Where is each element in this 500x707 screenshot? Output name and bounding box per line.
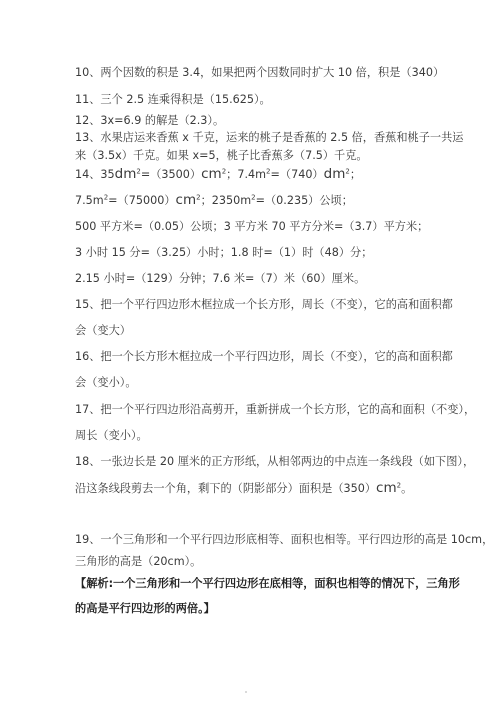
- question-17-line-1: 17、把一个平行四边形沿高剪开，重新拼成一个长方形，它的高和面积（不变），: [75, 403, 476, 416]
- question-19-line-1: 19、一个三角形和一个平行四边形底相等、面积也相等。平行四边形的高是 10cm，: [75, 533, 494, 546]
- question-16-line-2: 会（变小）。: [75, 376, 137, 389]
- question-17-line-2: 周长（变小）。: [75, 429, 148, 442]
- question-14-line-5: 2.15 小时=（129）分钟；7.6 米=（7）米（60）厘米。: [75, 272, 366, 285]
- question-18-line-1: 18、一张边长是 20 厘米的正方形纸，从相邻两边的中点连一条线段（如下图），: [75, 455, 475, 468]
- question-10: 10、两个因数的积是 3.4，如果把两个因数同时扩大 10 倍，积是（340）: [75, 66, 445, 79]
- page-mark: [245, 691, 247, 693]
- question-12: 12、3x=6.9 的解是（2.3）。: [75, 114, 225, 127]
- question-15-line-2: 会（变大）: [75, 324, 131, 337]
- question-16-line-1: 16、把一个长方形木框拉成一个平行四边形，周长（不变），它的高和面积都: [75, 350, 453, 363]
- question-14-line-1: 14、$35dm^2=(3500)cm^2$；$7.4m^2=(740)dm^2$；: [75, 166, 362, 182]
- question-11: 11、三个 2.5 连乘得积是（15.625）。: [75, 93, 271, 106]
- analysis-line-2: 的高是平行四边形的两倍。】: [75, 602, 215, 615]
- question-15-line-1: 15、把一个平行四边形木框拉成一个长方形，周长（不变），它的高和面积都: [75, 298, 453, 311]
- question-18-line-2: 沿这条线段剪去一个角，剩下的（阴影部分）面积是$(350)cm^2$。: [75, 480, 413, 496]
- question-13-line-2: 来（3.5x）千克。如果 x=5，桃子比香蕉多（7.5）千克。: [75, 149, 368, 162]
- question-14-line-3: 500 平方米=（0.05）公顷；3 平方米 70 平方分米=（3.7）平方米；: [75, 220, 429, 233]
- question-14-line-2: $7.5m^2=(75000)cm^2$；$2350m^2=(0.235)$公顷；: [75, 192, 353, 208]
- question-19-line-2: 三角形的高是（20cm）。: [75, 555, 202, 568]
- question-13-line-1: 13、水果店运来香蕉 x 千克，运来的桃子是香蕉的 2.5 倍，香蕉和桃子一共运: [75, 131, 464, 144]
- question-14-line-4: 3 小时 15 分=（3.25）小时；1.8 时=（1）时（48）分；: [75, 246, 373, 259]
- analysis-line-1: 【解析:一个三角形和一个平行四边形在底相等，面积也相等的情况下，三角形: [75, 577, 460, 590]
